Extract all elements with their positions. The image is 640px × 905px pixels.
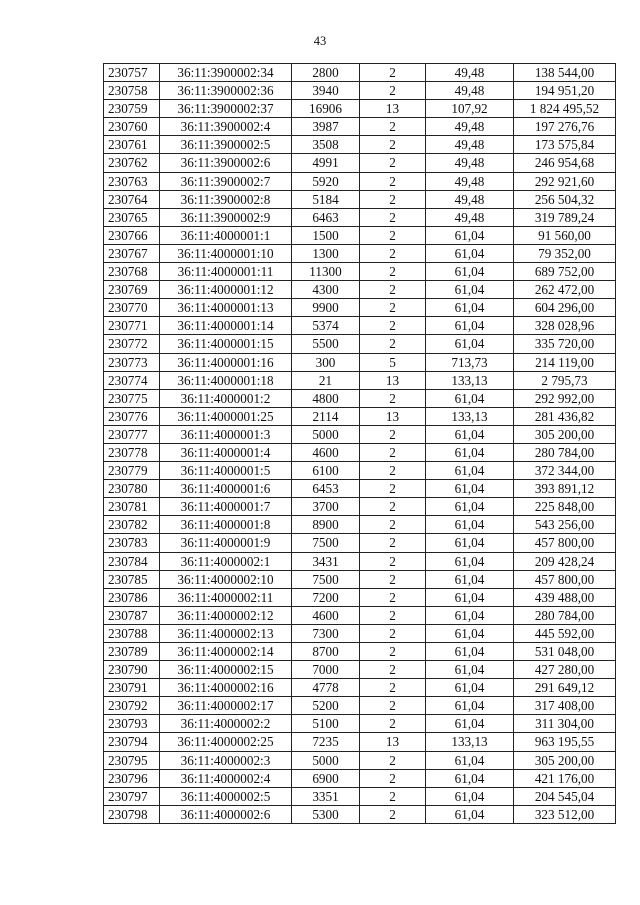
code-cell: 2: [360, 805, 426, 823]
code-cell: 2: [360, 679, 426, 697]
rate-cell: 61,04: [426, 769, 514, 787]
rate-cell: 133,13: [426, 371, 514, 389]
record-id-cell: 230785: [104, 570, 160, 588]
record-id-cell: 230789: [104, 643, 160, 661]
record-id-cell: 230787: [104, 606, 160, 624]
area-cell: 2114: [292, 407, 360, 425]
code-cell: 13: [360, 100, 426, 118]
table-row: [104, 100, 616, 118]
rate-cell: 61,04: [426, 281, 514, 299]
table-row: [104, 172, 616, 190]
rate-cell: 61,04: [426, 389, 514, 407]
area-cell: 11300: [292, 263, 360, 281]
record-id-cell: 230774: [104, 371, 160, 389]
rate-cell: 61,04: [426, 425, 514, 443]
cadastral-number-cell: 36:11:4000002:25: [160, 733, 292, 751]
area-cell: 5200: [292, 697, 360, 715]
table-row: [104, 643, 616, 661]
area-cell: 4991: [292, 154, 360, 172]
record-id-cell: 230798: [104, 805, 160, 823]
cadastral-number-cell: 36:11:4000001:9: [160, 534, 292, 552]
table-row: [104, 787, 616, 805]
area-cell: 300: [292, 353, 360, 371]
code-cell: 2: [360, 606, 426, 624]
cadastral-number-cell: 36:11:4000002:6: [160, 805, 292, 823]
code-cell: 2: [360, 317, 426, 335]
cadastral-value-cell: 457 800,00: [514, 570, 616, 588]
cadastral-number-cell: 36:11:4000001:15: [160, 335, 292, 353]
record-id-cell: 230760: [104, 118, 160, 136]
code-cell: 2: [360, 787, 426, 805]
code-cell: 2: [360, 697, 426, 715]
rate-cell: 61,04: [426, 643, 514, 661]
table-row: [104, 715, 616, 733]
rate-cell: 61,04: [426, 715, 514, 733]
cadastral-value-cell: 197 276,76: [514, 118, 616, 136]
cadastral-value-cell: 439 488,00: [514, 588, 616, 606]
record-id-cell: 230793: [104, 715, 160, 733]
area-cell: 7000: [292, 661, 360, 679]
cadastral-value-cell: 291 649,12: [514, 679, 616, 697]
record-id-cell: 230762: [104, 154, 160, 172]
area-cell: 5184: [292, 190, 360, 208]
cadastral-value-table: [103, 63, 616, 824]
table-row: [104, 244, 616, 262]
cadastral-number-cell: 36:11:3900002:8: [160, 190, 292, 208]
record-id-cell: 230786: [104, 588, 160, 606]
table-row: [104, 64, 616, 82]
code-cell: 2: [360, 263, 426, 281]
cadastral-value-cell: 311 304,00: [514, 715, 616, 733]
cadastral-number-cell: 36:11:4000002:2: [160, 715, 292, 733]
table-row: [104, 226, 616, 244]
area-cell: 21: [292, 371, 360, 389]
rate-cell: 49,48: [426, 154, 514, 172]
table-row: [104, 661, 616, 679]
cadastral-number-cell: 36:11:3900002:36: [160, 82, 292, 100]
cadastral-value-cell: 393 891,12: [514, 480, 616, 498]
code-cell: 13: [360, 371, 426, 389]
code-cell: 2: [360, 389, 426, 407]
table-row: [104, 154, 616, 172]
code-cell: 5: [360, 353, 426, 371]
cadastral-value-cell: 445 592,00: [514, 624, 616, 642]
table-row: [104, 443, 616, 461]
rate-cell: 49,48: [426, 190, 514, 208]
cadastral-value-cell: 281 436,82: [514, 407, 616, 425]
cadastral-number-cell: 36:11:4000001:2: [160, 389, 292, 407]
cadastral-value-cell: 328 028,96: [514, 317, 616, 335]
area-cell: 3508: [292, 136, 360, 154]
cadastral-value-cell: 262 472,00: [514, 281, 616, 299]
rate-cell: 61,04: [426, 498, 514, 516]
area-cell: 5000: [292, 425, 360, 443]
rate-cell: 49,48: [426, 172, 514, 190]
table-row: [104, 190, 616, 208]
cadastral-value-cell: 214 119,00: [514, 353, 616, 371]
area-cell: 3940: [292, 82, 360, 100]
code-cell: 2: [360, 64, 426, 82]
table-row: [104, 733, 616, 751]
area-cell: 5100: [292, 715, 360, 733]
cadastral-value-cell: 427 280,00: [514, 661, 616, 679]
cadastral-value-cell: 138 544,00: [514, 64, 616, 82]
record-id-cell: 230783: [104, 534, 160, 552]
cadastral-number-cell: 36:11:4000002:5: [160, 787, 292, 805]
record-id-cell: 230764: [104, 190, 160, 208]
area-cell: 4600: [292, 443, 360, 461]
table-row: [104, 624, 616, 642]
cadastral-number-cell: 36:11:3900002:37: [160, 100, 292, 118]
record-id-cell: 230781: [104, 498, 160, 516]
code-cell: 2: [360, 299, 426, 317]
record-id-cell: 230778: [104, 443, 160, 461]
rate-cell: 61,04: [426, 299, 514, 317]
rate-cell: 107,92: [426, 100, 514, 118]
area-cell: 5300: [292, 805, 360, 823]
area-cell: 2800: [292, 64, 360, 82]
table-row: [104, 263, 616, 281]
record-id-cell: 230758: [104, 82, 160, 100]
area-cell: 5374: [292, 317, 360, 335]
cadastral-number-cell: 36:11:4000001:10: [160, 244, 292, 262]
code-cell: 2: [360, 154, 426, 172]
record-id-cell: 230769: [104, 281, 160, 299]
area-cell: 3987: [292, 118, 360, 136]
record-id-cell: 230771: [104, 317, 160, 335]
cadastral-number-cell: 36:11:4000001:13: [160, 299, 292, 317]
area-cell: 8900: [292, 516, 360, 534]
record-id-cell: 230761: [104, 136, 160, 154]
cadastral-number-cell: 36:11:4000001:18: [160, 371, 292, 389]
cadastral-number-cell: 36:11:4000002:10: [160, 570, 292, 588]
cadastral-number-cell: 36:11:4000001:6: [160, 480, 292, 498]
cadastral-value-cell: 531 048,00: [514, 643, 616, 661]
code-cell: 2: [360, 516, 426, 534]
cadastral-number-cell: 36:11:4000001:16: [160, 353, 292, 371]
cadastral-number-cell: 36:11:3900002:4: [160, 118, 292, 136]
cadastral-number-cell: 36:11:4000001:25: [160, 407, 292, 425]
cadastral-number-cell: 36:11:4000001:1: [160, 226, 292, 244]
code-cell: 2: [360, 534, 426, 552]
record-id-cell: 230765: [104, 208, 160, 226]
code-cell: 13: [360, 407, 426, 425]
cadastral-value-cell: 963 195,55: [514, 733, 616, 751]
record-id-cell: 230768: [104, 263, 160, 281]
record-id-cell: 230796: [104, 769, 160, 787]
cadastral-number-cell: 36:11:4000002:3: [160, 751, 292, 769]
cadastral-number-cell: 36:11:3900002:5: [160, 136, 292, 154]
table-row: [104, 679, 616, 697]
cadastral-value-cell: 372 344,00: [514, 462, 616, 480]
table-row: [104, 480, 616, 498]
cadastral-value-cell: 305 200,00: [514, 425, 616, 443]
rate-cell: 49,48: [426, 64, 514, 82]
cadastral-value-cell: 173 575,84: [514, 136, 616, 154]
cadastral-number-cell: 36:11:4000002:16: [160, 679, 292, 697]
code-cell: 2: [360, 425, 426, 443]
code-cell: 2: [360, 208, 426, 226]
area-cell: 1500: [292, 226, 360, 244]
area-cell: 6100: [292, 462, 360, 480]
record-id-cell: 230791: [104, 679, 160, 697]
record-id-cell: 230763: [104, 172, 160, 190]
rate-cell: 61,04: [426, 226, 514, 244]
rate-cell: 61,04: [426, 462, 514, 480]
area-cell: 8700: [292, 643, 360, 661]
area-cell: 4778: [292, 679, 360, 697]
rate-cell: 133,13: [426, 407, 514, 425]
table-row: [104, 281, 616, 299]
code-cell: 2: [360, 624, 426, 642]
rate-cell: 61,04: [426, 516, 514, 534]
cadastral-number-cell: 36:11:3900002:34: [160, 64, 292, 82]
cadastral-value-cell: 246 954,68: [514, 154, 616, 172]
cadastral-value-cell: 209 428,24: [514, 552, 616, 570]
rate-cell: 61,04: [426, 443, 514, 461]
record-id-cell: 230788: [104, 624, 160, 642]
area-cell: 5920: [292, 172, 360, 190]
rate-cell: 61,04: [426, 480, 514, 498]
table-row: [104, 335, 616, 353]
cadastral-value-cell: 256 504,32: [514, 190, 616, 208]
cadastral-value-cell: 421 176,00: [514, 769, 616, 787]
cadastral-number-cell: 36:11:4000001:11: [160, 263, 292, 281]
code-cell: 2: [360, 190, 426, 208]
code-cell: 2: [360, 244, 426, 262]
record-id-cell: 230784: [104, 552, 160, 570]
table-row: [104, 570, 616, 588]
rate-cell: 61,04: [426, 570, 514, 588]
code-cell: 2: [360, 643, 426, 661]
area-cell: 7500: [292, 570, 360, 588]
cadastral-number-cell: 36:11:4000002:1: [160, 552, 292, 570]
area-cell: 3431: [292, 552, 360, 570]
record-id-cell: 230777: [104, 425, 160, 443]
table-row: [104, 462, 616, 480]
rate-cell: 61,04: [426, 697, 514, 715]
area-cell: 4800: [292, 389, 360, 407]
cadastral-number-cell: 36:11:4000001:3: [160, 425, 292, 443]
cadastral-number-cell: 36:11:3900002:6: [160, 154, 292, 172]
code-cell: 13: [360, 733, 426, 751]
table-row: [104, 697, 616, 715]
cadastral-value-cell: 1 824 495,52: [514, 100, 616, 118]
code-cell: 2: [360, 172, 426, 190]
table-row: [104, 425, 616, 443]
rate-cell: 713,73: [426, 353, 514, 371]
rate-cell: 61,04: [426, 335, 514, 353]
record-id-cell: 230780: [104, 480, 160, 498]
code-cell: 2: [360, 443, 426, 461]
rate-cell: 61,04: [426, 263, 514, 281]
rate-cell: 61,04: [426, 552, 514, 570]
record-id-cell: 230759: [104, 100, 160, 118]
rate-cell: 61,04: [426, 606, 514, 624]
record-id-cell: 230757: [104, 64, 160, 82]
table-row: [104, 353, 616, 371]
table-row: [104, 769, 616, 787]
area-cell: 5000: [292, 751, 360, 769]
rate-cell: 61,04: [426, 588, 514, 606]
cadastral-value-cell: 604 296,00: [514, 299, 616, 317]
cadastral-value-cell: 323 512,00: [514, 805, 616, 823]
cadastral-value-cell: 79 352,00: [514, 244, 616, 262]
record-id-cell: 230776: [104, 407, 160, 425]
cadastral-value-cell: 204 545,04: [514, 787, 616, 805]
cadastral-value-cell: 91 560,00: [514, 226, 616, 244]
cadastral-number-cell: 36:11:3900002:7: [160, 172, 292, 190]
record-id-cell: 230770: [104, 299, 160, 317]
record-id-cell: 230782: [104, 516, 160, 534]
cadastral-value-cell: 689 752,00: [514, 263, 616, 281]
code-cell: 2: [360, 462, 426, 480]
rate-cell: 49,48: [426, 208, 514, 226]
table-row: [104, 136, 616, 154]
cadastral-number-cell: 36:11:4000001:5: [160, 462, 292, 480]
record-id-cell: 230792: [104, 697, 160, 715]
code-cell: 2: [360, 118, 426, 136]
rate-cell: 61,04: [426, 624, 514, 642]
rate-cell: 49,48: [426, 118, 514, 136]
code-cell: 2: [360, 136, 426, 154]
area-cell: 3700: [292, 498, 360, 516]
area-cell: 6463: [292, 208, 360, 226]
area-cell: 7500: [292, 534, 360, 552]
code-cell: 2: [360, 498, 426, 516]
area-cell: 7300: [292, 624, 360, 642]
rate-cell: 49,48: [426, 136, 514, 154]
table-row: [104, 516, 616, 534]
table-row: [104, 82, 616, 100]
cadastral-number-cell: 36:11:4000002:11: [160, 588, 292, 606]
record-id-cell: 230772: [104, 335, 160, 353]
area-cell: 7235: [292, 733, 360, 751]
cadastral-value-cell: 335 720,00: [514, 335, 616, 353]
area-cell: 5500: [292, 335, 360, 353]
code-cell: 2: [360, 552, 426, 570]
cadastral-value-cell: 292 921,60: [514, 172, 616, 190]
cadastral-value-cell: 457 800,00: [514, 534, 616, 552]
record-id-cell: 230767: [104, 244, 160, 262]
cadastral-value-cell: 225 848,00: [514, 498, 616, 516]
table-row: [104, 534, 616, 552]
table-row: [104, 299, 616, 317]
record-id-cell: 230795: [104, 751, 160, 769]
code-cell: 2: [360, 661, 426, 679]
cadastral-value-cell: 292 992,00: [514, 389, 616, 407]
cadastral-value-cell: 319 789,24: [514, 208, 616, 226]
area-cell: 3351: [292, 787, 360, 805]
table-row: [104, 805, 616, 823]
table-row: [104, 389, 616, 407]
cadastral-value-cell: 280 784,00: [514, 606, 616, 624]
table-row: [104, 751, 616, 769]
area-cell: 6900: [292, 769, 360, 787]
rate-cell: 61,04: [426, 751, 514, 769]
table-row: [104, 498, 616, 516]
code-cell: 2: [360, 751, 426, 769]
cadastral-number-cell: 36:11:4000001:14: [160, 317, 292, 335]
cadastral-number-cell: 36:11:4000002:12: [160, 606, 292, 624]
cadastral-number-cell: 36:11:4000002:4: [160, 769, 292, 787]
area-cell: 7200: [292, 588, 360, 606]
rate-cell: 61,04: [426, 679, 514, 697]
table-row: [104, 552, 616, 570]
area-cell: 9900: [292, 299, 360, 317]
table-row: [104, 588, 616, 606]
cadastral-number-cell: 36:11:4000001:7: [160, 498, 292, 516]
code-cell: 2: [360, 82, 426, 100]
code-cell: 2: [360, 570, 426, 588]
rate-cell: 49,48: [426, 82, 514, 100]
area-cell: 16906: [292, 100, 360, 118]
cadastral-value-cell: 194 951,20: [514, 82, 616, 100]
record-id-cell: 230779: [104, 462, 160, 480]
code-cell: 2: [360, 480, 426, 498]
table-row: [104, 371, 616, 389]
record-id-cell: 230773: [104, 353, 160, 371]
rate-cell: 61,04: [426, 244, 514, 262]
cadastral-number-cell: 36:11:3900002:9: [160, 208, 292, 226]
rate-cell: 61,04: [426, 317, 514, 335]
code-cell: 2: [360, 226, 426, 244]
code-cell: 2: [360, 715, 426, 733]
cadastral-number-cell: 36:11:4000002:14: [160, 643, 292, 661]
table-row: [104, 317, 616, 335]
cadastral-value-cell: 280 784,00: [514, 443, 616, 461]
area-cell: 4300: [292, 281, 360, 299]
table-row: [104, 208, 616, 226]
cadastral-number-cell: 36:11:4000002:15: [160, 661, 292, 679]
record-id-cell: 230794: [104, 733, 160, 751]
area-cell: 1300: [292, 244, 360, 262]
record-id-cell: 230775: [104, 389, 160, 407]
code-cell: 2: [360, 281, 426, 299]
cadastral-value-cell: 317 408,00: [514, 697, 616, 715]
table-row: [104, 118, 616, 136]
rate-cell: 61,04: [426, 805, 514, 823]
rate-cell: 61,04: [426, 534, 514, 552]
code-cell: 2: [360, 769, 426, 787]
cadastral-number-cell: 36:11:4000001:12: [160, 281, 292, 299]
cadastral-number-cell: 36:11:4000001:4: [160, 443, 292, 461]
page-number: 43: [313, 34, 327, 48]
cadastral-value-cell: 543 256,00: [514, 516, 616, 534]
area-cell: 4600: [292, 606, 360, 624]
record-id-cell: 230766: [104, 226, 160, 244]
cadastral-number-cell: 36:11:4000001:8: [160, 516, 292, 534]
table-row: [104, 407, 616, 425]
rate-cell: 61,04: [426, 661, 514, 679]
cadastral-number-cell: 36:11:4000002:17: [160, 697, 292, 715]
table-row: [104, 606, 616, 624]
record-id-cell: 230797: [104, 787, 160, 805]
area-cell: 6453: [292, 480, 360, 498]
code-cell: 2: [360, 588, 426, 606]
code-cell: 2: [360, 335, 426, 353]
rate-cell: 61,04: [426, 787, 514, 805]
cadastral-value-cell: 2 795,73: [514, 371, 616, 389]
record-id-cell: 230790: [104, 661, 160, 679]
cadastral-number-cell: 36:11:4000002:13: [160, 624, 292, 642]
rate-cell: 133,13: [426, 733, 514, 751]
table-body: [104, 64, 616, 824]
cadastral-value-cell: 305 200,00: [514, 751, 616, 769]
